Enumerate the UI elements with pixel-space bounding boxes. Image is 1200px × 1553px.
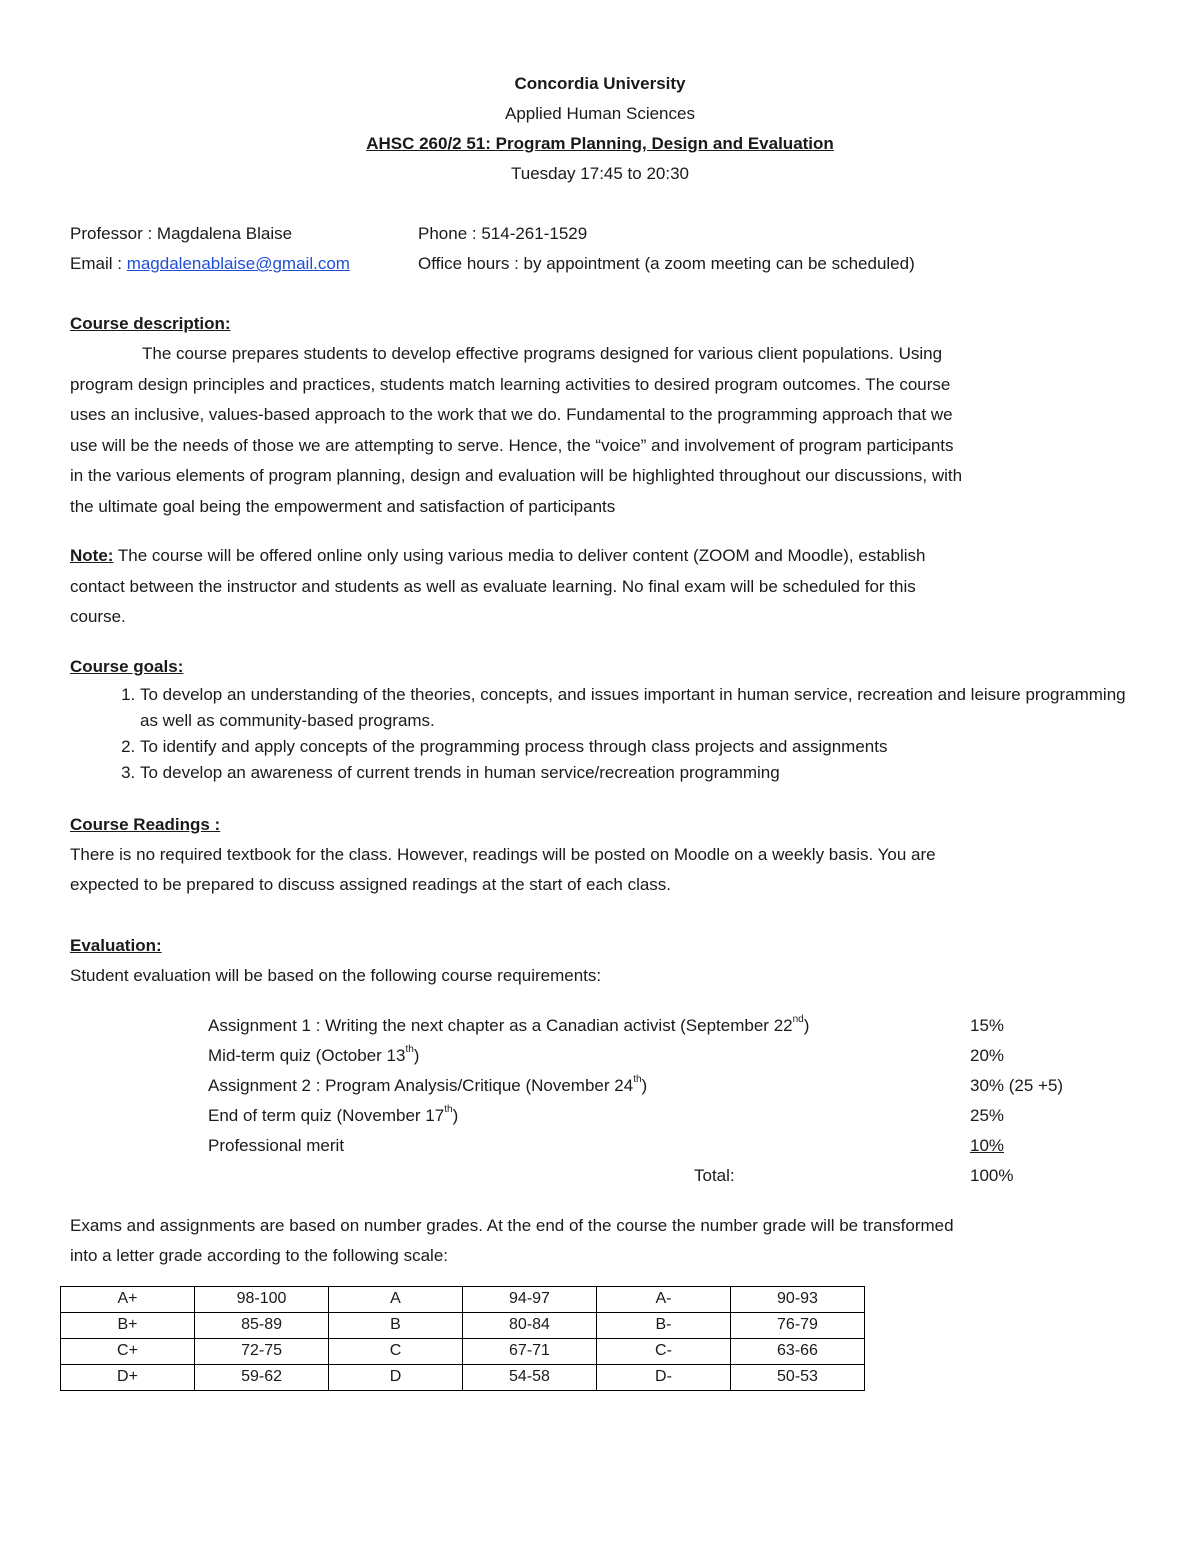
goal-item: 2. To identify and apply concepts of the programming process through class projects and assignments: [140, 734, 1130, 760]
description-line: The course prepares students to develop effective programs designed for various client populations. Using: [142, 344, 943, 363]
table-cell: 63-66: [730, 1338, 864, 1364]
table-cell: B: [329, 1312, 463, 1338]
evaluation-item-label: End of term quiz (November 17th): [208, 1103, 459, 1125]
evaluation-item: [70, 1101, 1130, 1131]
description-line: the ultimate goal being the empowerment and satisfaction of participants: [70, 496, 616, 516]
evaluation-item: [70, 1041, 1130, 1071]
scale-intro-line: into a letter grade according to the following scale:: [70, 1246, 449, 1265]
goal-item: 1. To develop an understanding of the theories, concepts, and issues important in human service, recreation and leisure programming as well as community-based programs.: [140, 682, 1130, 734]
email-label: Email :: [70, 254, 127, 273]
evaluation-item-label: Mid-term quiz (October 13th): [208, 1043, 420, 1065]
evaluation-breakdown: [70, 1011, 1130, 1191]
course-goals-title: Course goals:: [70, 656, 184, 676]
professor: [70, 219, 292, 249]
grade-scale-wrapper: [70, 1286, 1130, 1406]
email: [70, 249, 350, 279]
evaluation-item: [70, 1011, 1130, 1041]
evaluation-item-weight: 10%: [970, 1135, 1005, 1155]
table-cell: 67-71: [462, 1338, 596, 1364]
syllabus-page: [70, 62, 1130, 1406]
evaluation-intro: Student evaluation will be based on the following course requirements:: [70, 965, 602, 985]
note-line: Note: The course will be offered online only using various media to deliver content (ZOOM and Moodle), establish: [70, 546, 926, 565]
table-cell: 76-79: [730, 1312, 864, 1338]
readings-line: There is no required textbook for the class. However, readings will be posted on Moodle on a weekly basis. You are: [70, 844, 936, 864]
contact-row-2: [70, 249, 1130, 279]
grade-scale-intro: [70, 1211, 1130, 1272]
evaluation-item-weight: 30% (25 +5): [970, 1075, 1064, 1095]
table-cell: 50-53: [730, 1364, 864, 1390]
evaluation-item-weight: 20%: [970, 1045, 1005, 1065]
course-description-text: [70, 339, 1130, 522]
table-cell: 59-62: [195, 1364, 329, 1390]
course-readings-title: Course Readings :: [70, 814, 221, 834]
evaluation-item: [70, 1131, 1130, 1161]
course-goals-list: [70, 682, 1130, 786]
table-cell: 54-58: [462, 1364, 596, 1390]
evaluation-item: [70, 1071, 1130, 1101]
phone-number: 514-261-1529: [481, 224, 588, 243]
description-line: use will be the needs of those we are attempting to serve. Hence, the “voice” and involvement of program participants: [70, 435, 954, 455]
description-line: program design principles and practices, students match learning activities to desired program outcomes. The course: [70, 374, 951, 394]
table-cell: C-: [596, 1338, 730, 1364]
table-cell: 94-97: [462, 1286, 596, 1312]
evaluation-total-label: Total:: [694, 1165, 735, 1185]
course-title: AHSC 260/2 51: Program Planning, Design and Evaluation: [366, 134, 834, 153]
evaluation-title: Evaluation:: [70, 935, 162, 955]
table-cell: A-: [596, 1286, 730, 1312]
course-readings-text: [70, 840, 1130, 901]
goal-item: 3. To develop an awareness of current trends in human service/recreation programming: [140, 760, 1130, 786]
readings-line: expected to be prepared to discuss assigned readings at the start of each class.: [70, 875, 672, 894]
table-cell: 90-93: [730, 1286, 864, 1312]
evaluation-item-label: Assignment 2 : Program Analysis/Critique (November 24th): [208, 1073, 648, 1095]
table-row: [61, 1364, 865, 1390]
phone-label: Phone :: [418, 224, 482, 243]
phone: [418, 219, 587, 249]
evaluation-item-label: Assignment 1 : Writing the next chapter as a Canadian activist (September 22nd): [208, 1013, 810, 1035]
table-cell: A+: [61, 1286, 195, 1312]
table-cell: 72-75: [195, 1338, 329, 1364]
course-description-title: Course description:: [70, 314, 231, 333]
email-link[interactable]: magdalenablaise@gmail.com: [126, 254, 350, 273]
table-cell: C+: [61, 1338, 195, 1364]
contact-row-1: [70, 219, 1130, 249]
table-row: [61, 1312, 865, 1338]
evaluation-total-value: 100%: [970, 1165, 1014, 1185]
table-cell: D: [329, 1364, 463, 1390]
grade-scale-table: [60, 1286, 865, 1391]
office-hours: [418, 249, 915, 279]
table-cell: A: [329, 1286, 463, 1312]
note-label: Note:: [70, 546, 114, 565]
table-cell: 85-89: [195, 1312, 329, 1338]
description-line: in the various elements of program planning, design and evaluation will be highlighted throughout our discussions, with: [70, 466, 963, 485]
table-row: [61, 1338, 865, 1364]
table-cell: 98-100: [195, 1286, 329, 1312]
table-cell: D+: [61, 1364, 195, 1390]
evaluation-item-weight: 15%: [970, 1015, 1005, 1035]
office-hours-value: by appointment (a zoom meeting can be scheduled): [523, 254, 915, 273]
grade-scale-body: [61, 1286, 865, 1390]
table-cell: D-: [596, 1364, 730, 1390]
table-cell: 80-84: [462, 1312, 596, 1338]
table-cell: B-: [596, 1312, 730, 1338]
note-line: contact between the instructor and students as well as evaluate learning. No final exam will be scheduled for this: [70, 576, 916, 596]
evaluation-total: [70, 1161, 1130, 1191]
university-title: Concordia University: [514, 74, 686, 93]
course-schedule: Tuesday 17:45 to 20:30: [510, 164, 689, 183]
table-row: [61, 1286, 865, 1312]
table-cell: C: [329, 1338, 463, 1364]
professor-name: Magdalena Blaise: [156, 224, 293, 243]
description-line: uses an inclusive, values-based approach to the work that we do. Fundamental to the programming approach that we: [70, 405, 953, 424]
note-paragraph: [70, 541, 1130, 633]
office-hours-label: Office hours :: [418, 254, 524, 273]
note-line: course.: [70, 607, 126, 626]
table-cell: B+: [61, 1312, 195, 1338]
evaluation-item-weight: 25%: [970, 1105, 1005, 1125]
evaluation-item-label: Professional merit: [208, 1135, 345, 1155]
professor-label: Professor :: [70, 224, 157, 243]
scale-intro-line: Exams and assignments are based on number grades. At the end of the course the number grade will be transformed: [70, 1215, 954, 1235]
department-title: Applied Human Sciences: [505, 104, 695, 123]
